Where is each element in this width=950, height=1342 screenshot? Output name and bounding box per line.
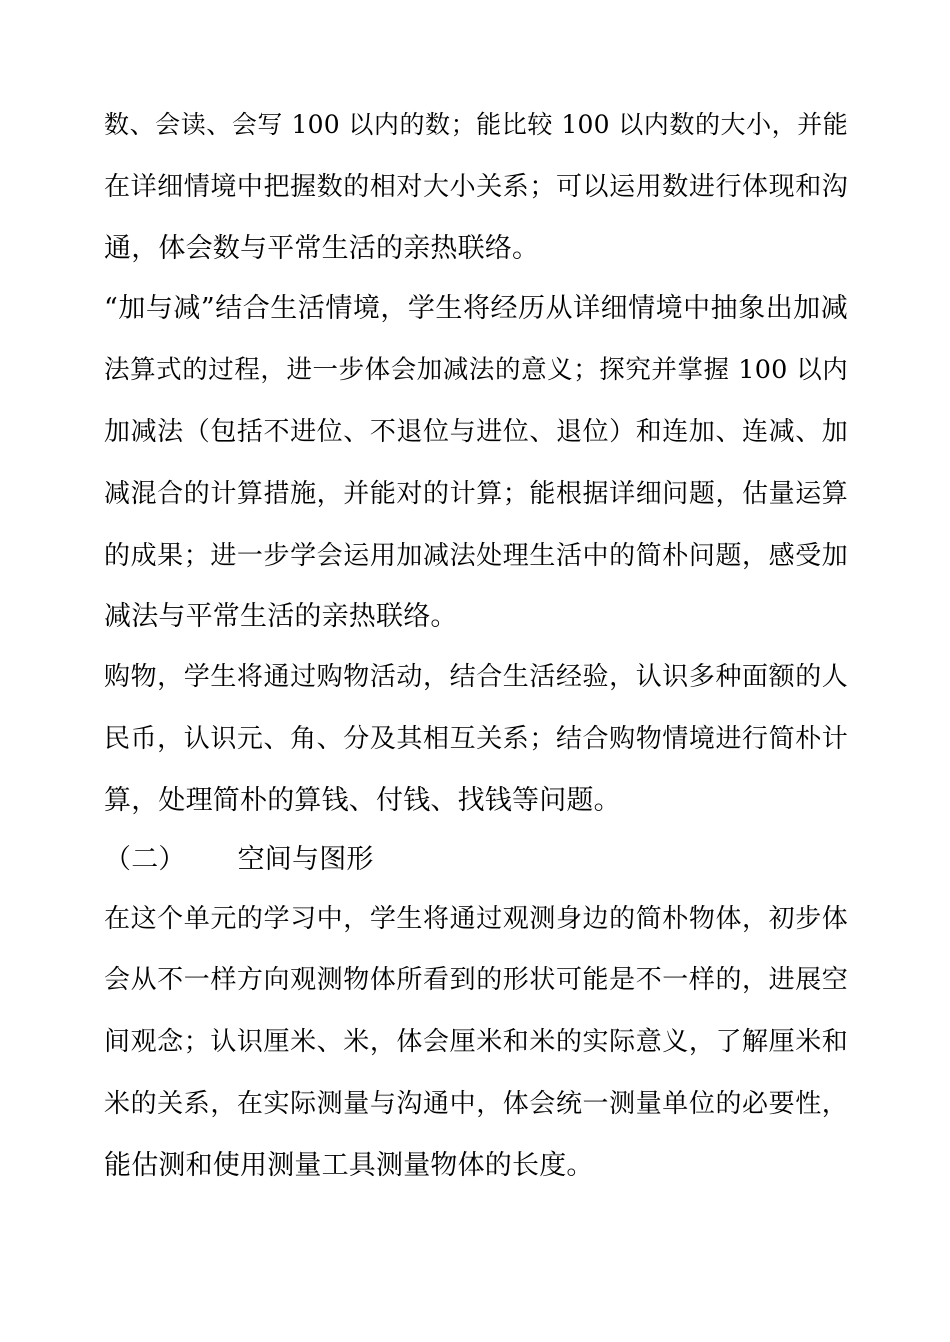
section-heading: [104, 840, 848, 880]
text-line: 加减法（包括不进位、不退位与进位、退位）和连加、连减、加: [104, 417, 848, 447]
text-line: 米的关系，在实际测量与沟通中，体会统一测量单位的必要性，: [104, 1089, 848, 1119]
section-heading-title: 空间与图形: [237, 844, 374, 875]
text-line: “加与减”结合生活情境，学生将经历从详细情境中抽象出加减: [104, 293, 848, 324]
text-line: 购物，学生将通过购物活动，结合生活经验，认识多种面额的人: [104, 662, 848, 692]
text-line: 能估测和使用测量工具测量物体的长度。: [104, 1150, 594, 1181]
text-line: 通，体会数与平常生活的亲热联络。: [104, 233, 540, 264]
section-heading-number: （二）: [104, 844, 186, 875]
text-line: 在详细情境中把握数的相对大小关系；可以运用数进行体现和沟: [104, 172, 848, 202]
text-line: 数、会读、会写 100 以内的数；能比较 100 以内数的大小，并能: [104, 110, 848, 139]
text-line: 在这个单元的学习中，学生将通过观测身边的简朴物体，初步体: [104, 904, 848, 934]
text-line: 会从不一样方向观测物体所看到的形状可能是不一样的，进展空: [104, 965, 848, 995]
text-line: 减法与平常生活的亲热联络。: [104, 601, 458, 632]
text-line: 减混合的计算措施，并能对的计算；能根据详细问题，估量运算: [104, 479, 848, 509]
text-line: 民币，认识元、角、分及其相互关系；结合购物情境进行简朴计: [104, 724, 848, 754]
text-line: 的成果；进一步学会运用加减法处理生活中的简朴问题，感受加: [104, 541, 848, 571]
text-line: 法算式的过程，进一步体会加减法的意义；探究并掌握 100 以内: [104, 355, 848, 385]
text-line: 间观念；认识厘米、米，体会厘米和米的实际意义，了解厘米和: [104, 1027, 848, 1057]
text-line: 算，处理简朴的算钱、付钱、找钱等问题。: [104, 785, 621, 816]
